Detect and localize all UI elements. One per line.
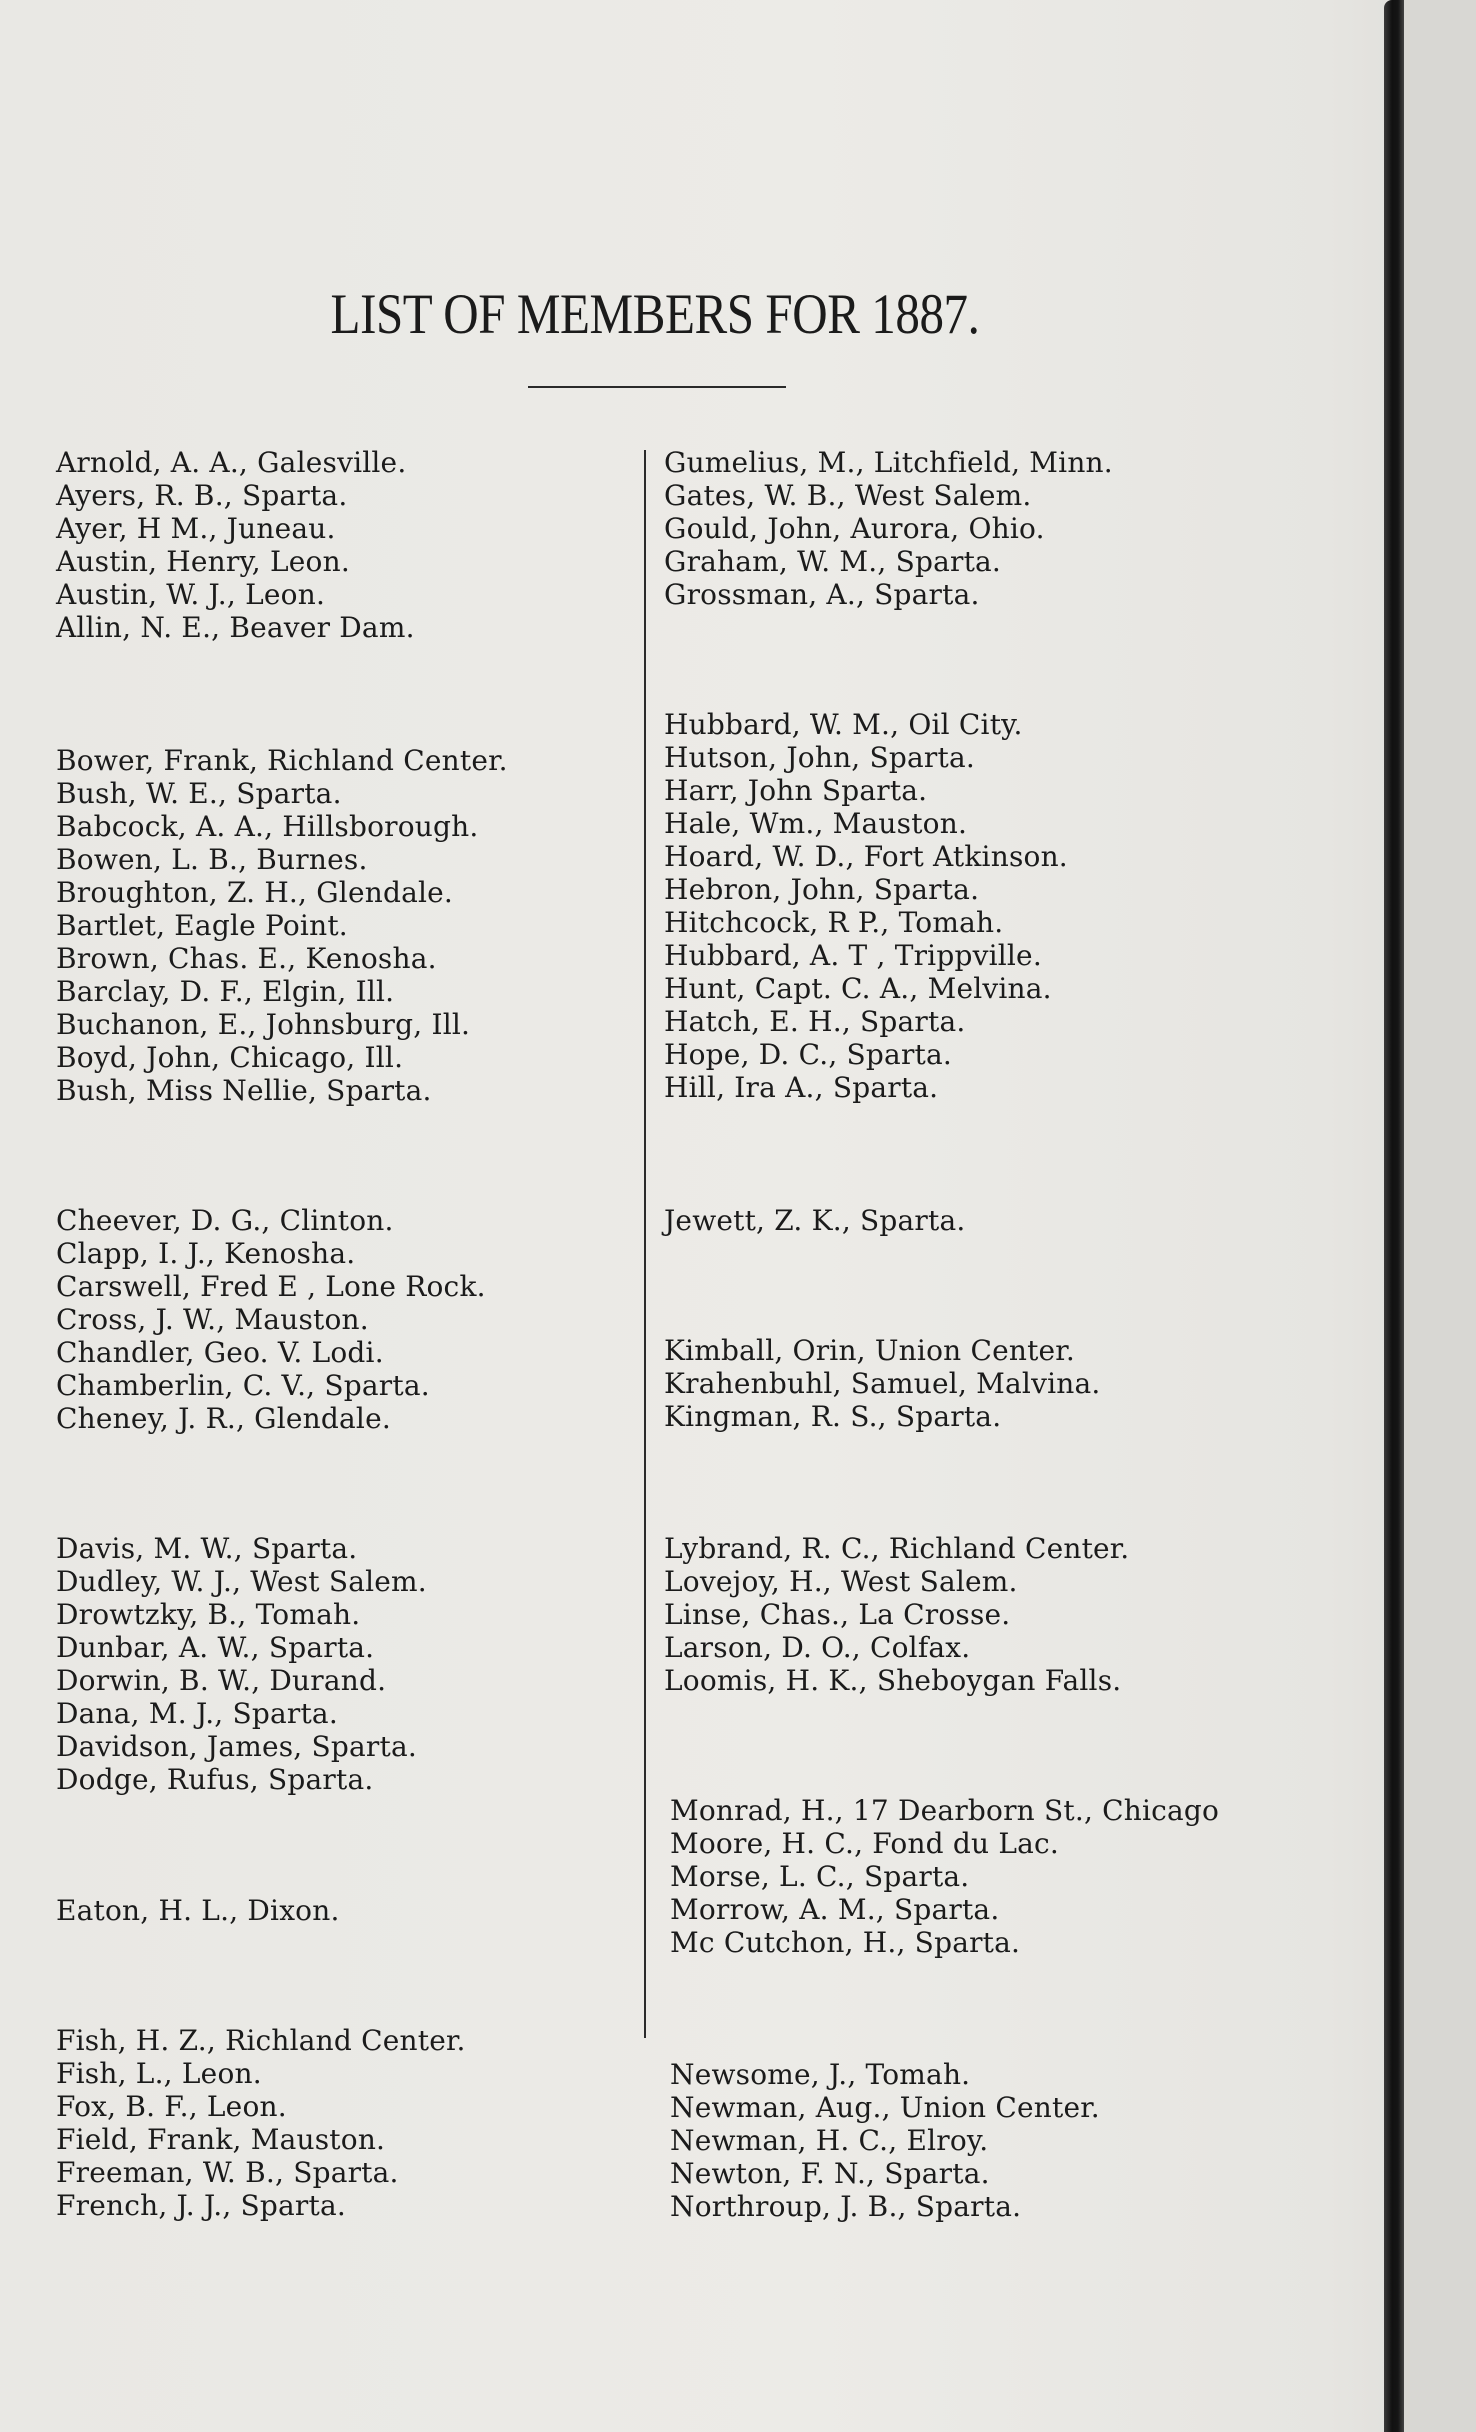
member-entry: Linse, Chas., La Crosse. xyxy=(664,1598,1011,1631)
member-entry: Loomis, H. K., Sheboygan Falls. xyxy=(664,1664,1122,1697)
member-entry: Hubbard, W. M., Oil City. xyxy=(664,708,1023,741)
member-entry: Drowtzky, B., Tomah. xyxy=(56,1598,361,1631)
member-entry: Kimball, Orin, Union Center. xyxy=(664,1334,1075,1367)
member-entry: Kingman, R. S., Sparta. xyxy=(664,1400,1002,1433)
page-title: LIST OF MEMBERS FOR 1887. xyxy=(330,283,980,346)
member-entry: Hubbard, A. T , Trippville. xyxy=(664,939,1042,972)
member-entry: Dorwin, B. W., Durand. xyxy=(56,1664,387,1697)
member-entry: Morrow, A. M., Sparta. xyxy=(670,1893,1000,1926)
member-entry: Lybrand, R. C., Richland Center. xyxy=(664,1532,1130,1565)
member-entry: Newsome, J., Tomah. xyxy=(670,2058,971,2091)
member-entry: Moore, H. C., Fond du Lac. xyxy=(670,1827,1060,1860)
member-entry: Dunbar, A. W., Sparta. xyxy=(56,1631,375,1664)
member-entry: Graham, W. M., Sparta. xyxy=(664,545,1002,578)
member-entry: Fish, L., Leon. xyxy=(56,2057,262,2090)
member-entry: Barclay, D. F., Elgin, Ill. xyxy=(56,975,395,1008)
member-entry: Hutson, John, Sparta. xyxy=(664,741,975,774)
group-j xyxy=(664,1204,965,1237)
member-entry: Krahenbuhl, Samuel, Malvina. xyxy=(664,1367,1101,1400)
member-entry: Clapp, I. J., Kenosha. xyxy=(56,1237,356,1270)
group-e xyxy=(56,1894,340,1927)
group-l xyxy=(664,1532,1129,1697)
member-entry: Hitchcock, R P., Tomah. xyxy=(664,906,1004,939)
member-entry: Allin, N. E., Beaver Dam. xyxy=(56,611,415,644)
member-entry: Fox, B. F., Leon. xyxy=(56,2090,287,2123)
member-entry: Chamberlin, C. V., Sparta. xyxy=(56,1369,430,1402)
member-entry: Carswell, Fred E , Lone Rock. xyxy=(56,1270,486,1303)
member-entry: Fish, H. Z., Richland Center. xyxy=(56,2024,466,2057)
column-divider xyxy=(644,450,646,2038)
member-entry: Morse, L. C., Sparta. xyxy=(670,1860,970,1893)
member-entry: Newton, F. N., Sparta. xyxy=(670,2157,990,2190)
member-entry: Broughton, Z. H., Glendale. xyxy=(56,876,454,909)
member-entry: Hunt, Capt. C. A., Melvina. xyxy=(664,972,1052,1005)
member-entry: Monrad, H., 17 Dearborn St., Chicago xyxy=(670,1794,1220,1827)
member-entry: Bush, W. E., Sparta. xyxy=(56,777,342,810)
member-entry: Boyd, John, Chicago, Ill. xyxy=(56,1041,404,1074)
member-entry: Babcock, A. A., Hillsborough. xyxy=(56,810,479,843)
member-entry: Bush, Miss Nellie, Sparta. xyxy=(56,1074,432,1107)
group-k xyxy=(664,1334,1100,1433)
member-entry: Dudley, W. J., West Salem. xyxy=(56,1565,427,1598)
group-b xyxy=(56,744,508,1107)
member-entry: Brown, Chas. E., Kenosha. xyxy=(56,942,437,975)
title-underline xyxy=(528,386,786,388)
member-entry: Davidson, James, Sparta. xyxy=(56,1730,417,1763)
member-entry: Harr, John Sparta. xyxy=(664,774,928,807)
member-entry: French, J. J., Sparta. xyxy=(56,2189,346,2222)
member-entry: Freeman, W. B., Sparta. xyxy=(56,2156,399,2189)
member-entry: Hebron, John, Sparta. xyxy=(664,873,980,906)
member-entry: Grossman, A., Sparta. xyxy=(664,578,980,611)
member-entry: Bower, Frank, Richland Center. xyxy=(56,744,508,777)
group-h xyxy=(664,708,1068,1104)
member-entry: Arnold, A. A., Galesville. xyxy=(56,446,407,479)
group-m xyxy=(670,1794,1219,1959)
member-entry: Davis, M. W., Sparta. xyxy=(56,1532,358,1565)
group-d xyxy=(56,1532,427,1796)
member-entry: Lovejoy, H., West Salem. xyxy=(664,1565,1018,1598)
member-entry: Hill, Ira A., Sparta. xyxy=(664,1071,939,1104)
member-entry: Gumelius, M., Litchfield, Minn. xyxy=(664,446,1113,479)
member-entry: Cross, J. W., Mauston. xyxy=(56,1303,369,1336)
group-n xyxy=(670,2058,1100,2223)
group-g xyxy=(664,446,1113,611)
member-entry: Ayers, R. B., Sparta. xyxy=(56,479,348,512)
member-entry: Chandler, Geo. V. Lodi. xyxy=(56,1336,384,1369)
member-entry: Hale, Wm., Mauston. xyxy=(664,807,968,840)
member-entry: Larson, D. O., Colfax. xyxy=(664,1631,971,1664)
member-entry: Dodge, Rufus, Sparta. xyxy=(56,1763,374,1796)
page-binding-edge xyxy=(1384,0,1404,2432)
member-entry: Bartlet, Eagle Point. xyxy=(56,909,348,942)
member-entry: Austin, Henry, Leon. xyxy=(56,545,350,578)
member-entry: Newman, Aug., Union Center. xyxy=(670,2091,1100,2124)
member-entry: Hatch, E. H., Sparta. xyxy=(664,1005,966,1038)
member-entry: Cheever, D. G., Clinton. xyxy=(56,1204,394,1237)
member-entry: Mc Cutchon, H., Sparta. xyxy=(670,1926,1021,1959)
member-entry: Eaton, H. L., Dixon. xyxy=(56,1894,340,1927)
member-entry: Ayer, H M., Juneau. xyxy=(56,512,336,545)
page-margin-strip xyxy=(1404,0,1476,2432)
member-entry: Northroup, J. B., Sparta. xyxy=(670,2190,1022,2223)
member-entry: Bowen, L. B., Burnes. xyxy=(56,843,368,876)
group-c xyxy=(56,1204,486,1435)
member-entry: Jewett, Z. K., Sparta. xyxy=(664,1204,966,1237)
member-entry: Hoard, W. D., Fort Atkinson. xyxy=(664,840,1068,873)
member-entry: Dana, M. J., Sparta. xyxy=(56,1697,338,1730)
member-entry: Austin, W. J., Leon. xyxy=(56,578,326,611)
group-f xyxy=(56,2024,466,2222)
member-entry: Field, Frank, Mauston. xyxy=(56,2123,386,2156)
member-entry: Buchanon, E., Johnsburg, Ill. xyxy=(56,1008,471,1041)
member-entry: Gates, W. B., West Salem. xyxy=(664,479,1032,512)
member-entry: Cheney, J. R., Glendale. xyxy=(56,1402,391,1435)
member-entry: Newman, H. C., Elroy. xyxy=(670,2124,989,2157)
member-entry: Gould, John, Aurora, Ohio. xyxy=(664,512,1045,545)
group-a xyxy=(56,446,415,644)
member-entry: Hope, D. C., Sparta. xyxy=(664,1038,952,1071)
